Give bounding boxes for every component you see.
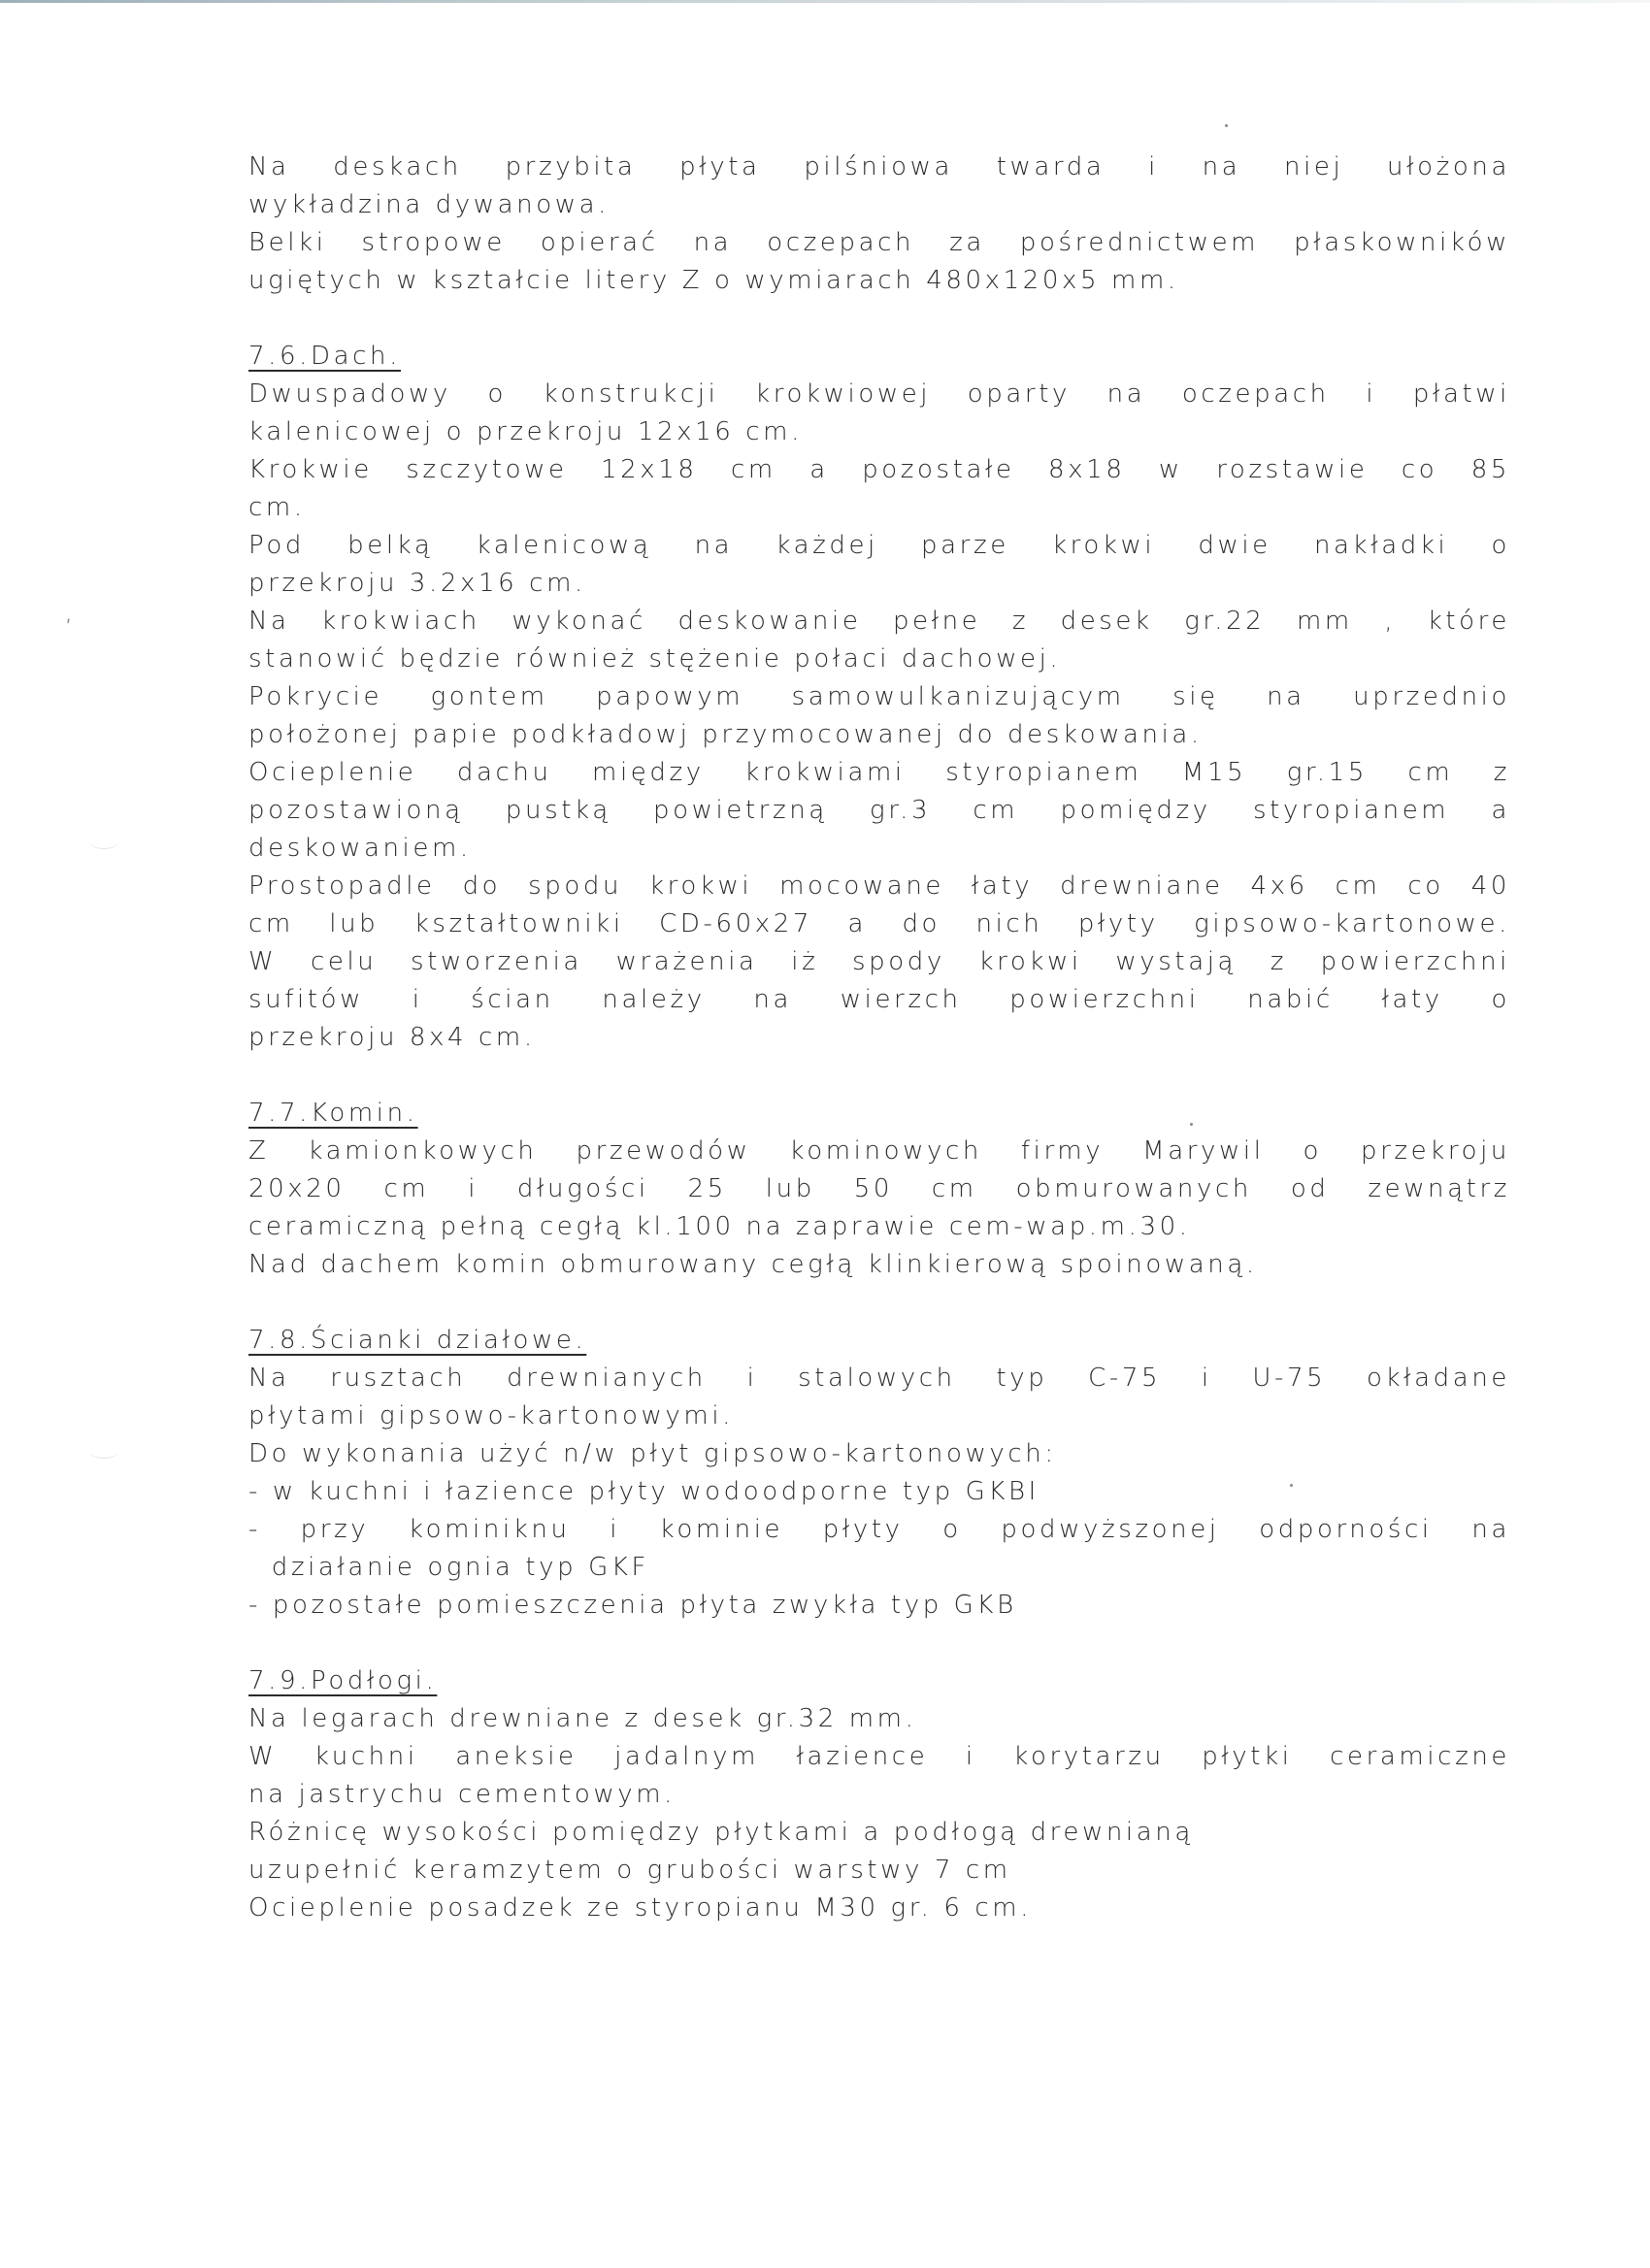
text-line: 20x20 cm i długości 25 lub 50 cm obmurowanych od zewnątrz [248, 1174, 1510, 1203]
text-line: - pozostałe pomieszczenia płyta zwykła typ GKB [248, 1591, 1017, 1620]
text-line: Krokwie szczytowe 12x18 cm a pozostałe 8x18 w rozstawie co 85 [248, 455, 1510, 484]
text-line: stanowić będzie również stężenie połaci dachowej. [248, 644, 1062, 674]
section-heading: 7.8.Ścianki działowe. [248, 1326, 587, 1355]
text-line: wykładzina dywanowa. [248, 190, 610, 219]
section-heading: 7.7.Komin. [248, 1099, 418, 1128]
text-line: Ocieplenie posadzek ze styropianu M30 gr. 6 cm. [248, 1893, 1033, 1923]
document-body [248, 148, 1510, 1927]
text-line: położonej papie podkładowj przymocowanej do deskowania. [248, 720, 1203, 749]
section-heading: 7.6.Dach. [248, 342, 402, 371]
text-line: uzupełnić keramzytem o grubości warstwy 7 cm [248, 1856, 1011, 1885]
text-line: Dwuspadowy o konstrukcji krokwiowej oparty na oczepach i płatwi [248, 379, 1510, 409]
text-line: - przy kominiknu i kominie płyty o podwyższonej odporności na [248, 1515, 1510, 1544]
text-line: Na deskach przybita płyta pilśniowa twarda i na niej ułożona [248, 152, 1510, 181]
scan-speck [1225, 124, 1228, 127]
section-heading: 7.9.Podłogi. [248, 1666, 438, 1695]
page-fold-mark [89, 835, 118, 849]
text-line: Na rusztach drewnianych i stalowych typ C-75 i U-75 okładane [248, 1364, 1510, 1393]
text-line: na jastrychu cementowym. [248, 1780, 676, 1809]
text-line: Nad dachem komin obmurowany cegłą klinkierową spoinowaną. [248, 1250, 1258, 1279]
paragraph-gap [248, 1284, 1510, 1322]
text-line: ugiętych w kształcie litery Z o wymiarach 480x120x5 mm. [248, 266, 1179, 295]
text-line: Z kamionkowych przewodów kominowych firmy Marywil o przekroju [248, 1136, 1510, 1166]
text-line: Na krokwiach wykonać deskowanie pełne z desek gr.22 mm , które [248, 607, 1510, 636]
text-line: przekroju 3.2x16 cm. [248, 569, 586, 598]
text-line: cm lub kształtowniki CD-60x27 a do nich płyty gipsowo-kartonowe. [248, 909, 1510, 938]
text-line: cm. [248, 493, 306, 522]
paragraph-gap [248, 1057, 1510, 1095]
text-line: deskowaniem. [248, 834, 472, 863]
text-line: ceramiczną pełną cegłą kl.100 na zaprawie cem-wap.m.30. [248, 1212, 1191, 1241]
text-line: Na legarach drewniane z desek gr.32 mm. [248, 1704, 917, 1733]
paragraph-gap [248, 300, 1510, 338]
text-line: przekroju 8x4 cm. [248, 1023, 536, 1052]
paragraph-gap [248, 1625, 1510, 1662]
text-line: Belki stropowe opierać na oczepach za pośrednictwem płaskowników [248, 228, 1510, 257]
text-line: pozostawioną pustką powietrzną gr.3 cm pomiędzy styropianem a [248, 796, 1510, 825]
text-line: płytami gipsowo-kartonowymi. [248, 1401, 735, 1430]
text-line: W kuchni aneksie jadalnym łazience i korytarzu płytki ceramiczne [248, 1742, 1510, 1771]
text-line: sufitów i ścian należy na wierzch powierzchni nabić łaty o [248, 985, 1510, 1014]
text-line: Różnicę wysokości pomiędzy płytkami a podłogą drewnianą [248, 1818, 1194, 1847]
text-line: Prostopadle do spodu krokwi mocowane łaty drewniane 4x6 cm co 40 [248, 871, 1510, 901]
text-line: Pod belką kalenicową na każdej parze krokwi dwie nakładki o [248, 531, 1510, 560]
page-fold-mark [89, 1444, 118, 1459]
text-line: Ocieplenie dachu między krokwiami styropianem M15 gr.15 cm z [248, 758, 1510, 787]
scan-edge [0, 0, 1650, 3]
text-line: kalenicowej o przekroju 12x16 cm. [248, 417, 803, 446]
text-line: działanie ognia typ GKF [248, 1553, 650, 1582]
text-line: Pokrycie gontem papowym samowulkanizującym się na uprzednio [248, 682, 1510, 711]
text-line: Do wykonania użyć n/w płyt gipsowo-kartonowych: [248, 1439, 1057, 1468]
margin-mark: ʹ [66, 617, 72, 638]
text-line: W celu stworzenia wrażenia iż spody krokwi wystają z powierzchni [248, 947, 1510, 976]
text-line: - w kuchni i łazience płyty wodoodporne typ GKBI [248, 1477, 1040, 1506]
